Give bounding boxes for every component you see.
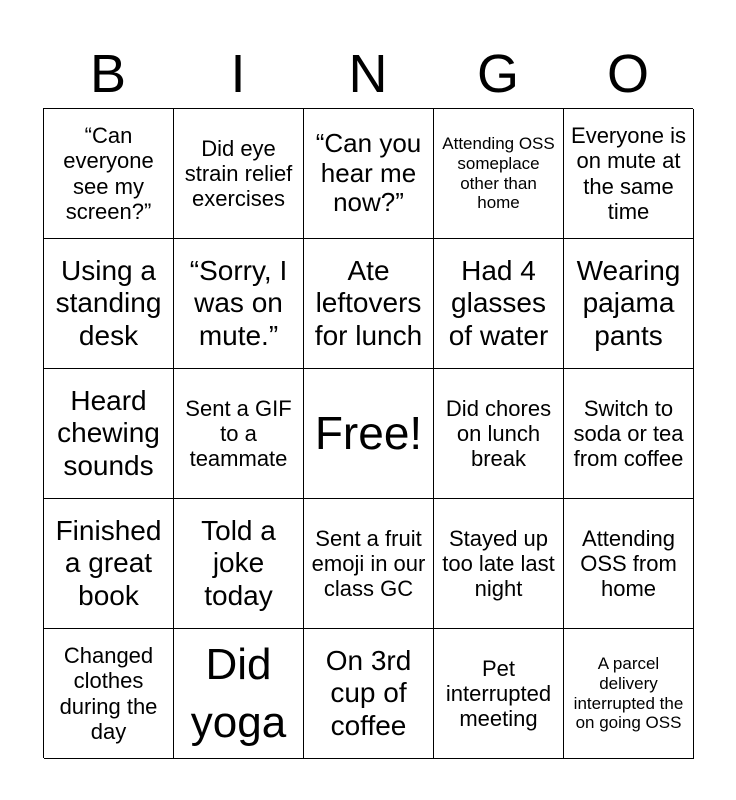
header-letter-o: O — [606, 44, 649, 104]
cell-text: Wearing pajama pants — [576, 255, 681, 351]
bingo-cell-1-3[interactable] — [304, 109, 434, 239]
cell-text: Attending OSS someplace other than home — [442, 134, 555, 213]
cell-text: Stayed up too late last night — [442, 525, 555, 602]
bingo-cell-1-1[interactable] — [44, 109, 174, 239]
bingo-cell-1-5[interactable] — [564, 109, 694, 239]
cell-text: Changed clothes during the day — [59, 642, 158, 744]
free-space-text: Free! — [314, 407, 423, 460]
cell-text: Sent a fruit emoji in our class GC — [311, 525, 426, 602]
cell-text: Did chores on lunch break — [445, 395, 552, 472]
bingo-cell-4-4[interactable] — [434, 499, 564, 629]
cell-text: “Can you hear me now?” — [315, 127, 422, 218]
cell-text: A parcel delivery interrupted the on going OSS — [573, 654, 684, 733]
bingo-cell-4-1[interactable] — [44, 499, 174, 629]
cell-text: Did yoga — [190, 640, 287, 747]
bingo-cell-2-4[interactable] — [434, 239, 564, 369]
bingo-cell-5-4[interactable] — [434, 629, 564, 759]
bingo-cell-free[interactable] — [304, 369, 434, 499]
bingo-cell-2-1[interactable] — [44, 239, 174, 369]
cell-text: Everyone is on mute at the same time — [571, 122, 686, 224]
header-letter-n: N — [348, 44, 388, 104]
bingo-cell-1-4[interactable] — [434, 109, 564, 239]
cell-text: Ate leftovers for lunch — [314, 255, 423, 351]
bingo-cell-5-2[interactable] — [174, 629, 304, 759]
cell-text: Told a joke today — [201, 515, 276, 611]
bingo-cell-4-5[interactable] — [564, 499, 694, 629]
bingo-cell-2-2[interactable] — [174, 239, 304, 369]
bingo-cell-2-5[interactable] — [564, 239, 694, 369]
cell-text: Pet interrupted meeting — [445, 655, 552, 732]
bingo-cell-5-5[interactable] — [564, 629, 694, 759]
header-letter-b: B — [89, 44, 127, 104]
cell-text: Using a standing desk — [55, 255, 162, 351]
bingo-cell-5-1[interactable] — [44, 629, 174, 759]
cell-text: Attending OSS from home — [580, 525, 677, 602]
bingo-header — [43, 38, 693, 110]
cell-text: On 3rd cup of coffee — [325, 645, 412, 741]
bingo-cell-5-3[interactable] — [304, 629, 434, 759]
bingo-cell-4-3[interactable] — [304, 499, 434, 629]
cell-text: Sent a GIF to a teammate — [185, 395, 292, 472]
bingo-cell-3-5[interactable] — [564, 369, 694, 499]
bingo-cell-3-1[interactable] — [44, 369, 174, 499]
cell-text: Had 4 glasses of water — [448, 255, 549, 351]
bingo-cell-4-2[interactable] — [174, 499, 304, 629]
cell-text: Switch to soda or tea from coffee — [573, 395, 684, 472]
bingo-cell-1-2[interactable] — [174, 109, 304, 239]
bingo-cell-2-3[interactable] — [304, 239, 434, 369]
header-letter-i: I — [230, 44, 246, 104]
cell-text: “Can everyone see my screen?” — [63, 122, 154, 224]
cell-text: Did eye strain relief exercises — [184, 135, 293, 212]
bingo-board — [43, 108, 693, 758]
cell-text: Heard chewing sounds — [57, 385, 160, 481]
cell-text: Finished a great book — [55, 515, 162, 611]
bingo-cell-3-4[interactable] — [434, 369, 564, 499]
cell-text: “Sorry, I was on mute.” — [189, 255, 288, 351]
header-letter-g: G — [476, 44, 519, 104]
bingo-cell-3-2[interactable] — [174, 369, 304, 499]
